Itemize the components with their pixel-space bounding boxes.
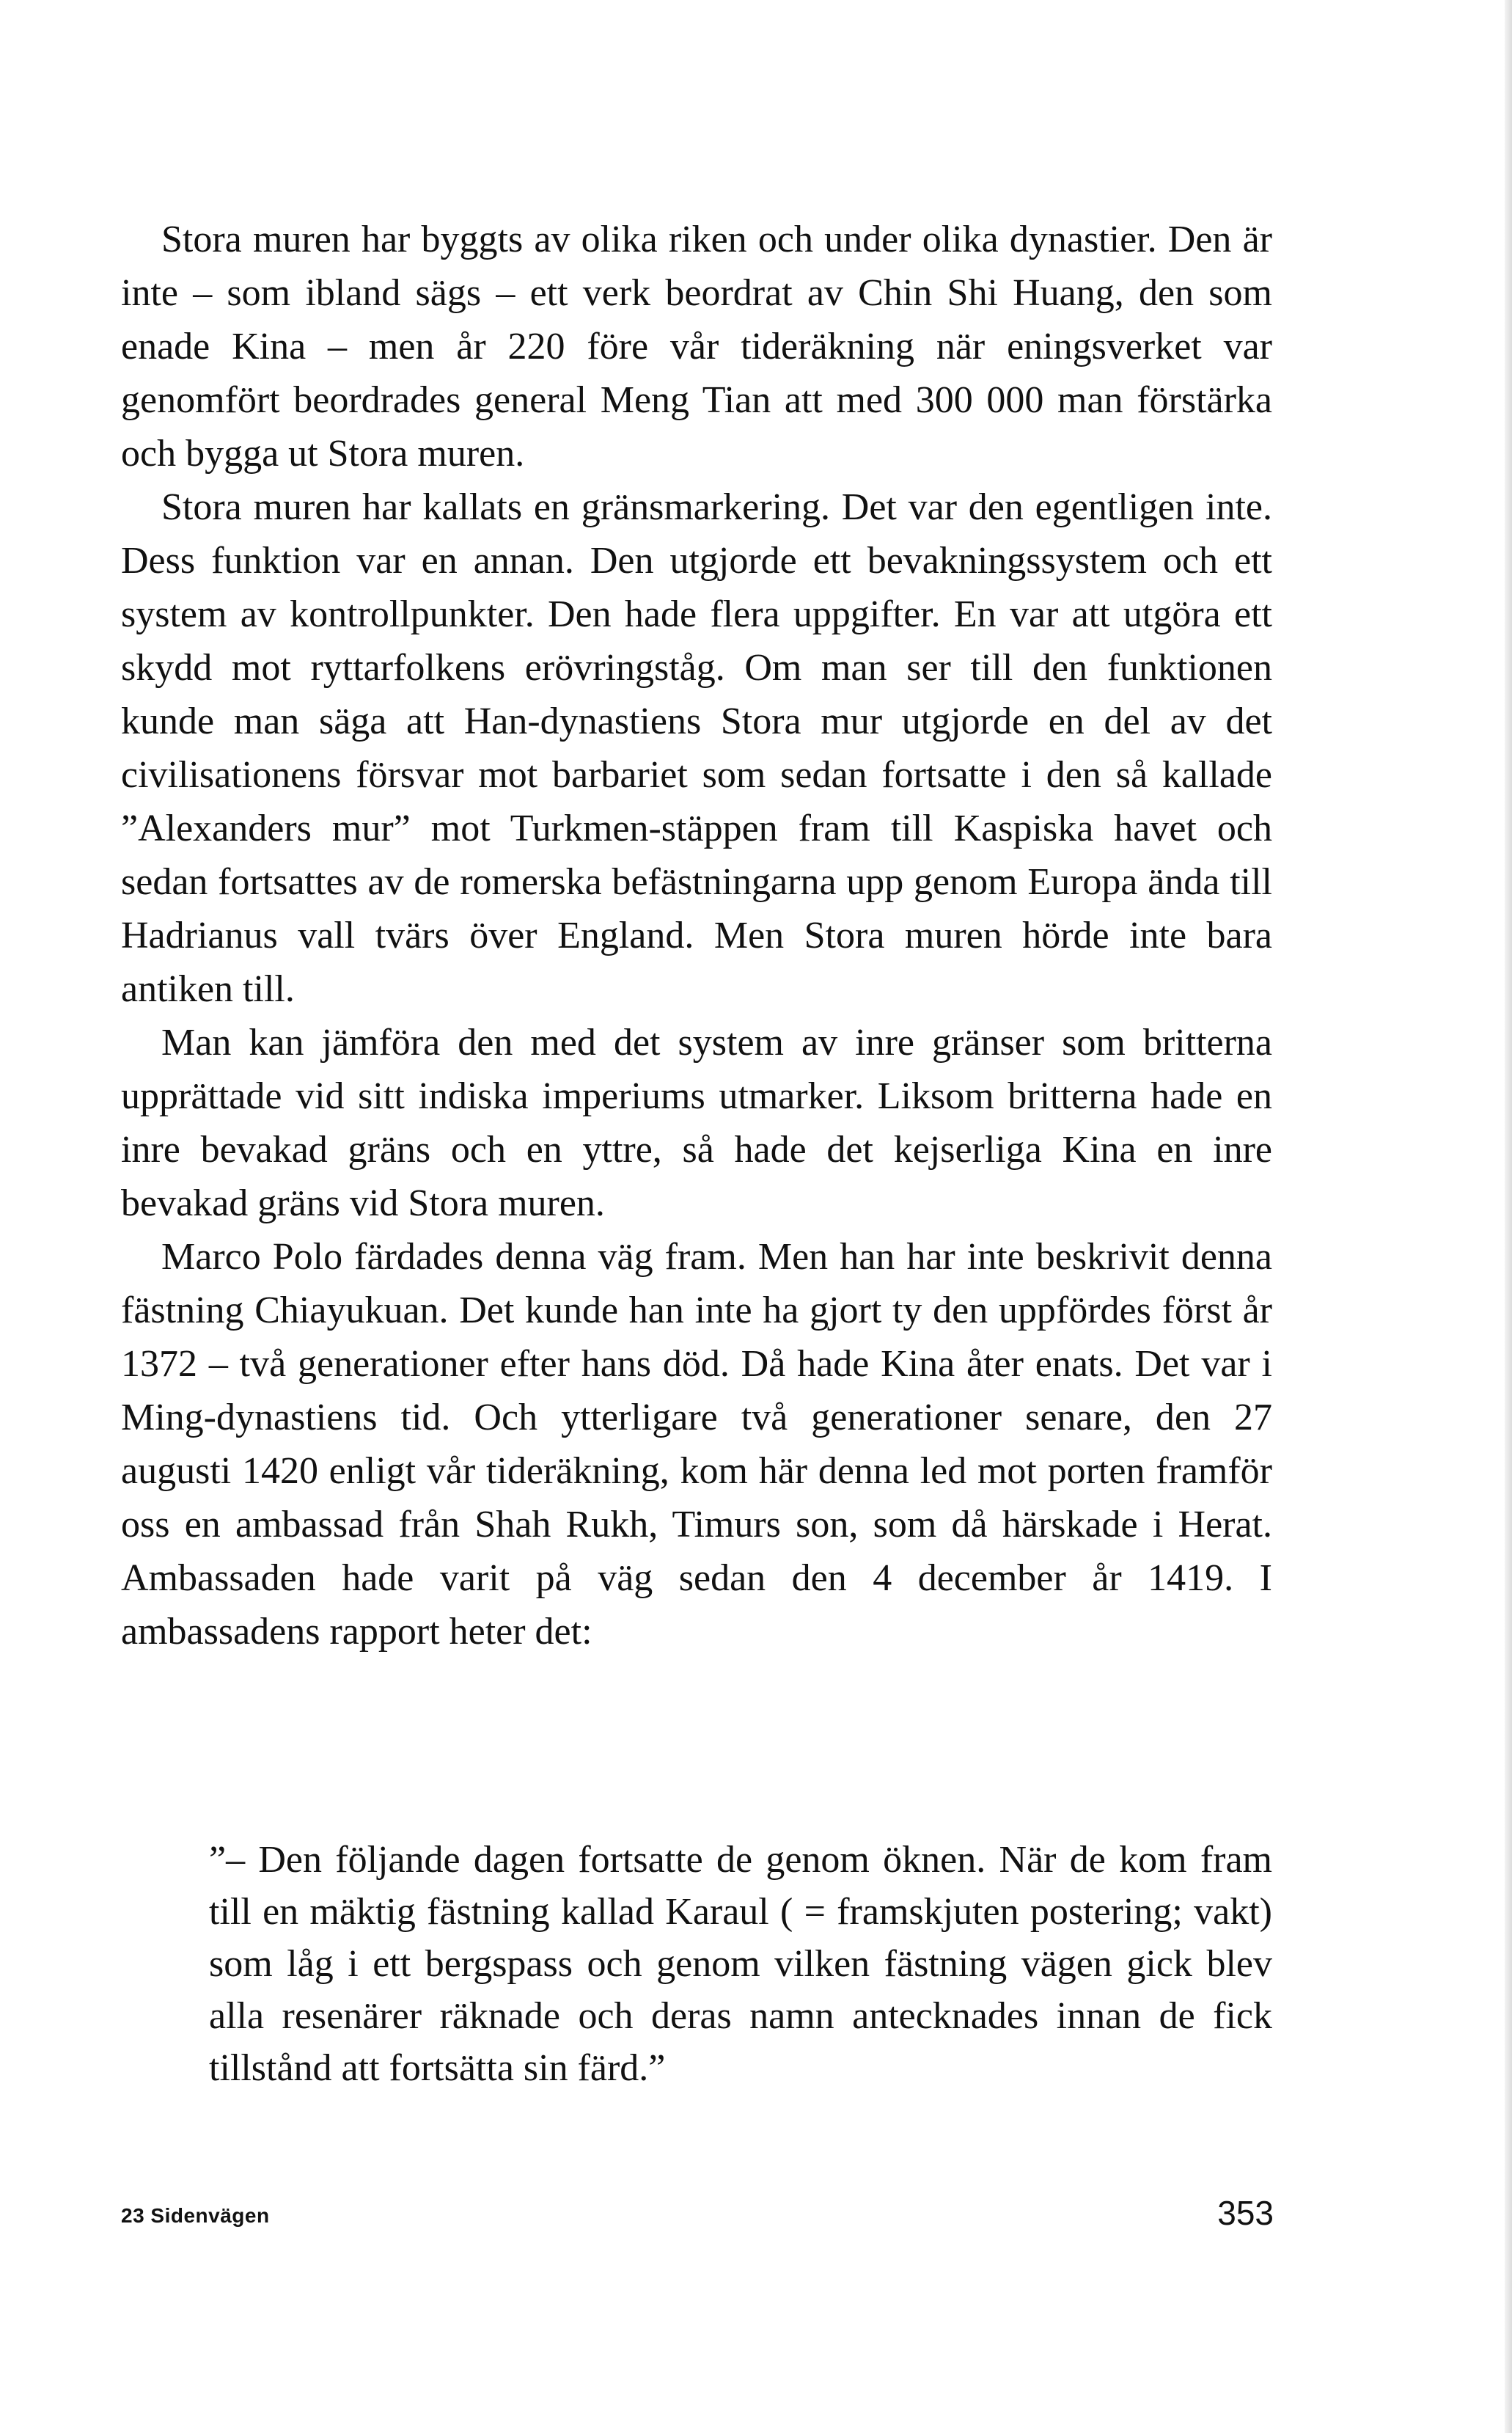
printer-signature: 23 Sidenvägen xyxy=(121,2204,270,2227)
block-quote: ”– Den följande dagen fortsatte de genom öknen. När de kom fram till en mäktig fästning kallad Karaul ( = framskjuten postering; vakt) som låg i ett bergspass och genom vilken fästning vägen gick blev alla resenärer räknade och deras namn antecknades innan de fick tillstånd att fortsätta sin färd.” xyxy=(209,1839,1272,2089)
paragraph-british-comparison: Man kan jämföra den med det system av inre gränser som britterna upprättade vid sitt indiska imperiums utmarker. Liksom britterna hade en inre bevakad gräns och en yttre, så hade det kejserliga Kina en inre bevakad gräns vid Stora muren. xyxy=(121,1022,1272,1224)
paragraph-border-marking: Stora muren har kallats en gränsmarkering. Det var den egentligen inte. Dess funktion var en annan. Den utgjorde ett bevakningssystem och ett system av kontrollpunkter. Den hade flera uppgifter. En var att utgöra ett skydd mot ryttarfolkens erövringståg. Om man ser till den funktionen kunde man säga att Han-dynastiens Stora mur utgjorde en del av det civilisationens försvar mot barbariet som sedan fortsatte i den så kallade ”Alexanders mur” mot Turkmen-stäppen fram till Kaspiska havet och sedan fortsattes av de romerska befästningarna upp genom Europa ända till Hadrianus vall tvärs över England. Men Stora muren hörde inte bara antiken till. xyxy=(121,486,1272,1010)
page-number: 353 xyxy=(1217,2194,1274,2232)
paragraph-marco-polo: Marco Polo färdades denna väg fram. Men han har inte beskrivit denna fästning Chiayukuan. Det kunde han inte ha gjort ty den uppfördes först år 1372 – två generationer efter hans död. Då hade Kina åter enats. Det var i Ming-dynastiens tid. Och ytterligare två generationer senare, den 27 augusti 1420 enligt vår tideräkning, kom här denna led mot porten framför oss en ambassad från Shah Rukh, Timurs son, som då härskade i Herat. Ambassaden hade varit på väg sedan den 4 december år 1419. I ambassadens rapport heter det: xyxy=(121,1236,1272,1653)
page-edge-shadow xyxy=(1505,0,1512,2433)
body-text xyxy=(121,213,1272,1658)
paragraph-great-wall-dynasties: Stora muren har byggts av olika riken och under olika dynastier. Den är inte – som ibland sägs – ett verk beordrat av Chin Shi Huang, den som enade Kina – men år 220 före vår tideräkning när eningsverket var genomfört beordrades general Meng Tian att med 300 000 man förstärka och bygga ut Stora muren. xyxy=(121,219,1272,475)
